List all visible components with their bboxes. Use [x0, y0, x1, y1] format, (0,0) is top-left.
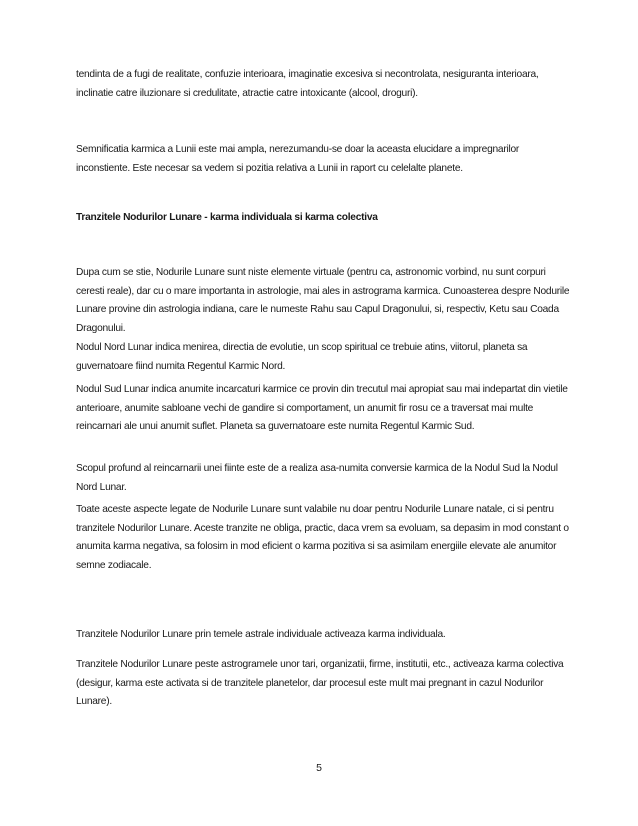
section-heading: Tranzitele Nodurilor Lunare - karma individuala si karma colectiva [76, 212, 378, 223]
paragraph-lunar-nodes-intro: Dupa cum se stie, Nodurile Lunare sunt niste elemente virtuale (pentru ca, astronomic vorbind, nu sunt corpuri ceresti reale), dar cu o mare importanta in astrologie, mai ales in astrograma karmica. Cunoasterea despre Nodurile Lunare provine din astrologia indiana, care le numeste Rahu sau Capul Dragonului, si, respectiv, Ketu sau Coada Dragonului. [76, 267, 570, 334]
paragraph-moon-karmic-meaning: Semnificatia karmica a Lunii este mai ampla, nerezumandu-se doar la aceasta elucidare a impregnarilor inconstiente. Este necesar sa vedem si pozitia relativa a Lunii in raport cu celelalte planete. [76, 144, 520, 174]
paragraph-north-node: Nodul Nord Lunar indica menirea, directia de evolutie, un scop spiritual ce trebuie atins, viitorul, planeta sa guvernatoare fiind numita Regentul Karmic Nord. [76, 342, 528, 372]
paragraph-node-transits: Toate aceste aspecte legate de Nodurile Lunare sunt valabile nu doar pentru Nodurile Lunare natale, ci si pentru tranzitele Nodurilor Lunare. Aceste tranzite ne obliga, practic, daca vrem sa evoluam, sa depasim in mod constant o anumita karma negativa, sa folosim in mod eficient o karma pozitiva si sa asimilam energiile elevate ale anumitor semne zodiacale. [76, 504, 569, 571]
paragraph-individual-karma: Tranzitele Nodurilor Lunare prin temele astrale individuale activeaza karma individuala. [76, 629, 446, 640]
paragraph-continuation: tendinta de a fugi de realitate, confuzie interioara, imaginatie excesiva si necontrolata, nesiguranta interioara, inclinatie catre iluzionare si credulitate, atractie catre intoxicante (alcool, droguri). [76, 69, 539, 99]
paragraph-collective-karma: Tranzitele Nodurilor Lunare peste astrogramele unor tari, organizatii, firme, institutii, etc., activeaza karma colectiva (desigur, karma este activata si de tranzitele planetelor, dar procesul este mult mai pregnant in cazul Nodurilor Lunare). [76, 659, 564, 708]
paragraph-reincarnation-purpose: Scopul profund al reincarnarii unei fiinte este de a realiza asa-numita conversie karmica de la Nodul Sud la Nodul Nord Lunar. [76, 463, 558, 493]
paragraph-south-node: Nodul Sud Lunar indica anumite incarcaturi karmice ce provin din trecutul mai apropiat sau mai indepartat din vietile anterioare, anumite sabloane vechi de gandire si comportament, un anumit fir rosu ce a traversat mai multe reincarnari ale unui anumit suflet. Planeta sa guvernatoare este numita Regentul Karmic Sud. [76, 384, 568, 433]
page-number: 5 [316, 762, 322, 774]
